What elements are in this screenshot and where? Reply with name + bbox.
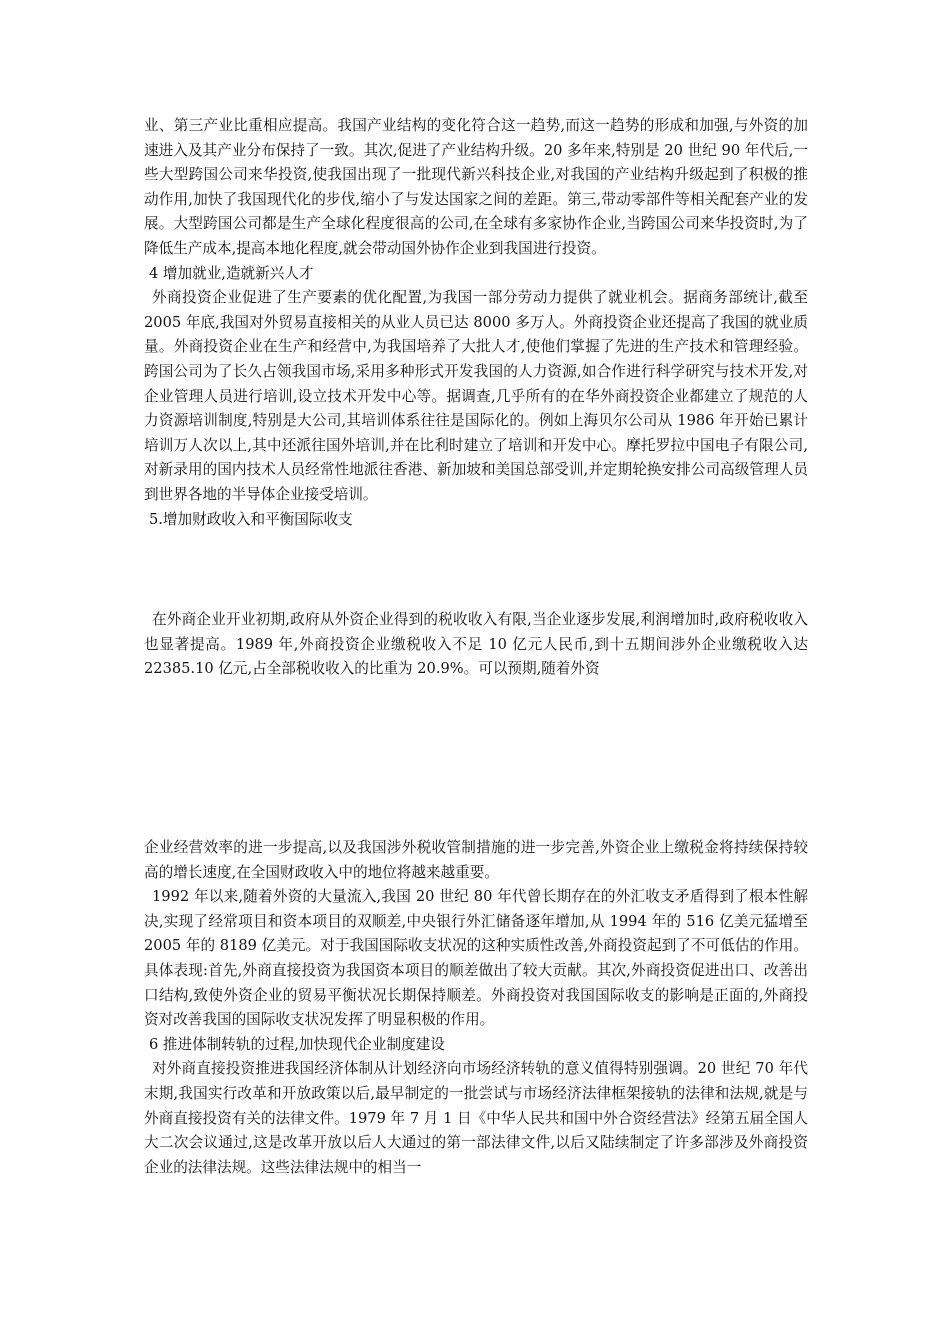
paragraph-tax-outlook: 企业经营效率的进一步提高,以及我国涉外税收管制措施的进一步完善,外资企业上缴税金将持续保持较高的增长速度,在全国财政收入中的地位将越来越重要。 (144, 839, 808, 881)
paragraph-employment: 外商投资企业促进了生产要素的优化配置,为我国一部分劳动力提供了就业机会。据商务部统计,截至 2005 年底,我国对外贸易直接相关的从业人员已达 8000 多万人。外商投资企业还提高了我国的就业质量。外商投资企业在生产和经营中,为我国培养了大批人才,使他们掌握了先进的生产技术和管理经验。跨国公司为了长久占领我国市场,采用多种形式开发我国的人力资源,如合作进行科学研究与技术开发,对企业管理人员进行培训,设立技术开发中心等。据调查,几乎所有的在华外商投资企业都建立了规范的人力资源培训制度,特别是大公司,其培训体系往往是国际化的。例如上海贝尔公司从 1986 年开始已累计培训万人次以上,其中还派往国外培训,并在比利时建立了培训和开发中心。摩托罗拉中国电子有限公司,对新录用的国内技术人员经常性地派往香港、新加坡和美国总部受训,并定期轮换安排公司高级管理人员到世界各地的半导体企业接受培训。 (144, 289, 808, 503)
paragraph-system-reform: 对外商直接投资推进我国经济体制从计划经济向市场经济转轨的意义值得特别强调。20 世纪 70 年代末期,我国实行改革和开放政策以后,最早制定的一批尝试与市场经济法律框架接轨的法律和法规,就是与外商直接投资有关的法律文件。1979 年 7 月 1 日《中华人民共和国中外合资经营法》经第五届全国人大二次会议通过,这是改革开放以后人大通过的第一部法律文件,以后又陆续制定了许多部涉及外商投资企业的法律法规。这些法律法规中的相当一 (144, 1060, 808, 1176)
heading-employment: 4 增加就业,造就新兴人才 (149, 264, 314, 282)
paragraph-industrial-structure: 业、第三产业比重相应提高。我国产业结构的变化符合这一趋势,而这一趋势的形成和加强,与外资的加速进入及其产业分布保持了一致。其次,促进了产业结构升级。20 多年来,特别是 20 世纪 90 年代后,一些大型跨国公司来华投资,使我国出现了一批现代新兴科技企业,对我国的产业结构升级起到了积极的推动作用,加快了我国现代化的步伐,缩小了与发达国家之间的差距。第三,带动零部件等相关配套产业的发展。大型跨国公司都是生产全球化程度很高的公司,在全球有多家协作企业,当跨国公司来华投资时,为了降低生产成本,提高本地化程度,就会带动国外协作企业到我国进行投资。 (144, 117, 808, 257)
text-block-bottom (144, 836, 808, 1180)
paragraph-balance-of-payments: 1992 年以来,随着外资的大量流入,我国 20 世纪 80 年代曾长期存在的外汇收支矛盾得到了根本性解决,实现了经常项目和资本项目的双顺差,中央银行外汇储备逐年增加,从 1994 年的 516 亿美元猛增至 2005 年的 8189 亿美元。对于我国国际收支状况的这种实质性改善,外商投资起到了不可低估的作用。具体表现:首先,外商直接投资为我国资本项目的顺差做出了较大贡献。其次,外商投资促进出口、改善出口结构,致使外资企业的贸易平衡状况长期保持顺差。外商投资对我国国际收支的影响是正面的,外商投资对改善我国的国际收支状况发挥了明显积极的作用。 (144, 888, 808, 1029)
paragraph-tax-revenue: 在外商企业开业初期,政府从外资企业得到的税收收入有限,当企业逐步发展,利润增加时,政府税收收入也显著提高。1989 年,外商投资企业缴税收入不足 10 亿元人民币,到十五期间涉外企业缴税收入达 22385.10 亿元,占全部税收收入的比重为 20.9%。可以预期,随着外资 (144, 611, 808, 678)
text-block-middle (144, 608, 808, 682)
heading-fiscal-revenue: 5.增加财政收入和平衡国际收支 (149, 510, 353, 528)
text-block-top (144, 114, 808, 532)
heading-system-reform: 6 推进体制转轨的过程,加快现代企业制度建设 (149, 1035, 445, 1053)
